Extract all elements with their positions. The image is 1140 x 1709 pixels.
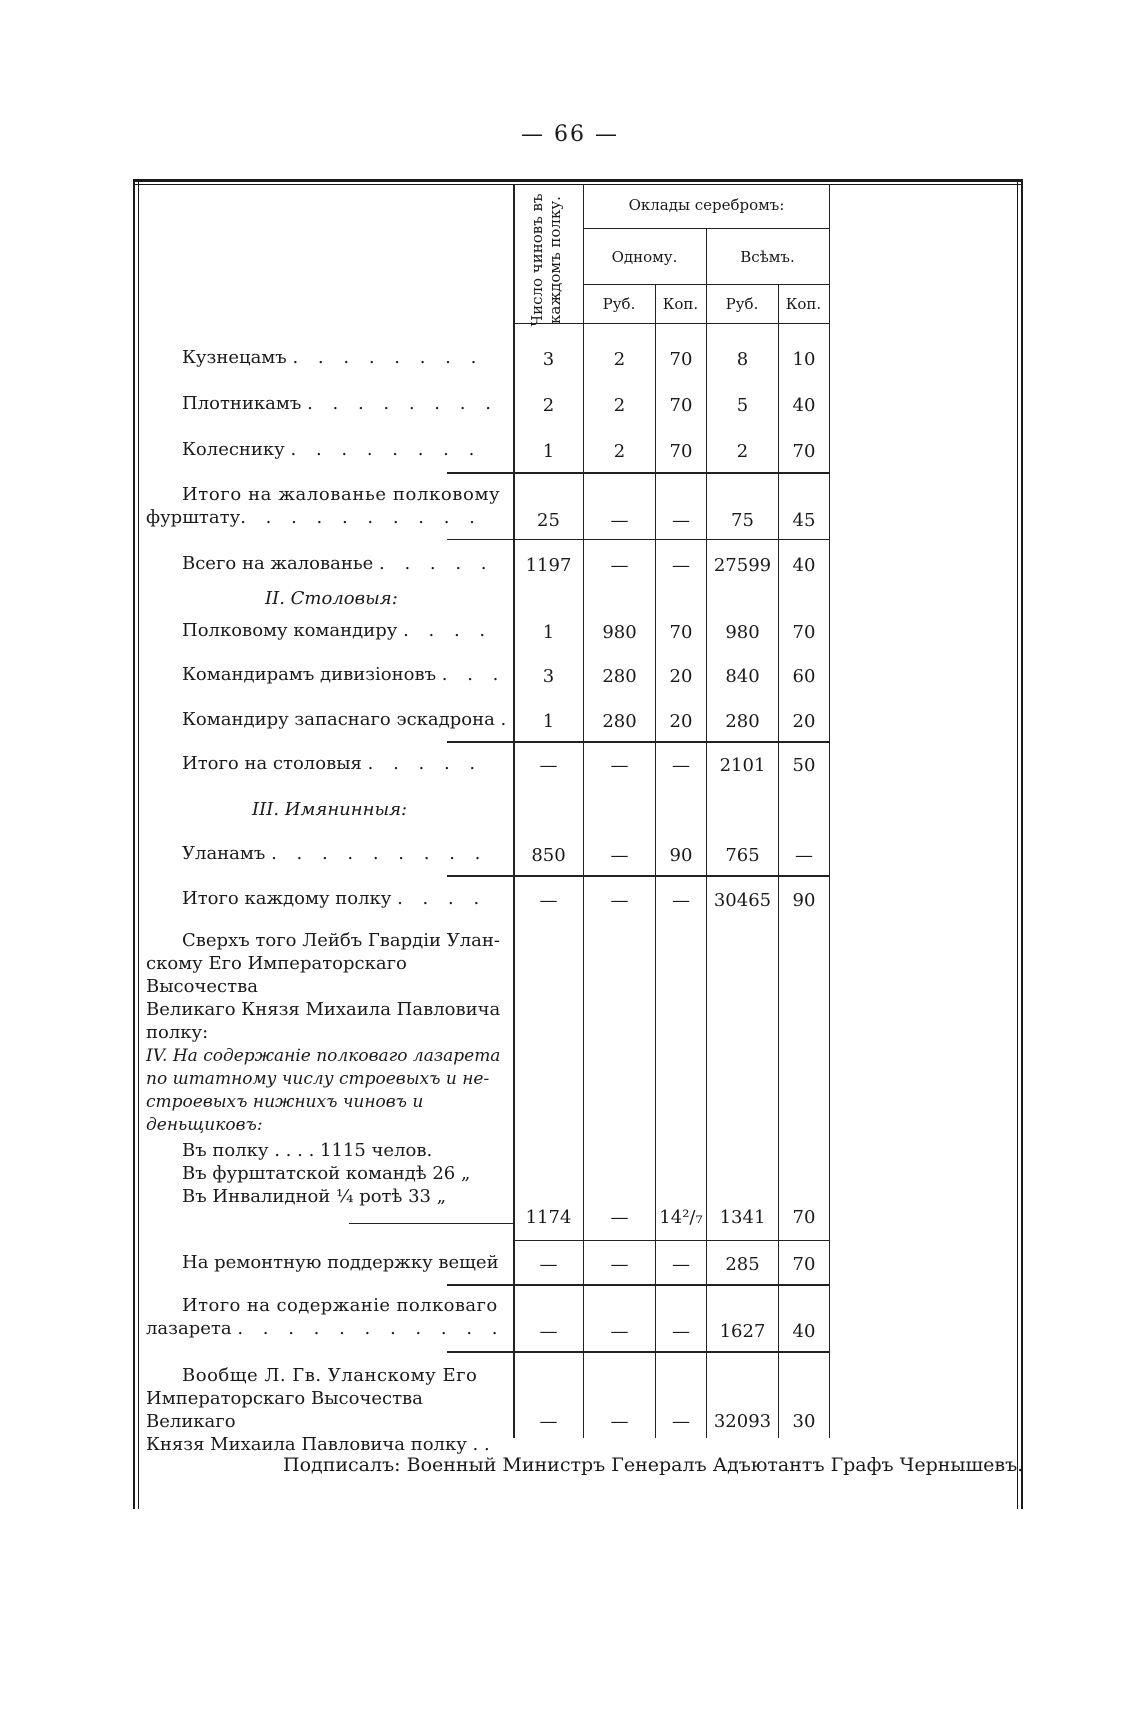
infirmary-lines: Въ полку . . . . 1115 челов. Въ фурштатской командѣ 26 „ Въ Инвалидной ¼ ротѣ 33 „ [182,1140,471,1207]
cell-kop-one: — [672,1321,690,1342]
cell-count: — [539,890,558,911]
row-label-carpenters: Плотникамъ . . . . . . . . [182,393,498,414]
frame-top-rule-inner [133,184,1023,185]
col-rule-count-left [513,184,515,1438]
cell-kop-all: 70 [792,441,816,462]
infirmary-heading: IV. На содержаніе полковаго лазарета по штатному числу строевыхъ и не- строевыхъ нижнихъ чиновъ и деньщиковъ: [146,1046,501,1135]
cell-kop-all: 40 [792,395,816,416]
cell-kop-all: — [795,845,813,866]
cell-rub-one: — [610,1254,629,1275]
rule-after-infirmary-total [447,1351,830,1353]
cell-kop-all: 60 [792,666,816,687]
cell-kop-all: 20 [792,711,816,732]
cell-rub-all: 5 [736,395,749,416]
frame-right-rule [1021,179,1023,1509]
cell-rub-one: — [610,890,629,911]
row-label-wheelwright: Колеснику . . . . . . . . [182,439,482,460]
cell-rub-all: 980 [725,622,760,643]
rule-after-reserve [447,741,830,743]
cell-rub-one: 2 [613,441,626,462]
cell-count: — [539,755,558,776]
cell-kop-one: — [672,555,690,576]
cell-rub-all: 32093 [713,1411,772,1432]
cell-rub-one: — [610,845,629,866]
cell-count: 1 [542,441,555,462]
cell-rub-all: 2 [736,441,749,462]
rub-header-one: Руб. [602,295,636,313]
cell-rub-one: 280 [602,666,637,687]
frame-right-rule-inner [1017,179,1018,1509]
cell-kop-all: 40 [792,1321,816,1342]
cell-rub-one: — [610,1207,629,1228]
row-label-infirmary-total: Итого на содержаніе полковаго лазарета . . . . . . . . . . . [146,1295,505,1339]
cell-rub-all: 285 [725,1254,760,1275]
row-label-division-commanders: Командирамъ дивизіоновъ . . . [182,664,506,685]
rule-infirmary-lines [349,1223,513,1224]
cell-count: 850 [531,845,566,866]
cell-kop-all: 70 [792,1207,816,1228]
frame-left-rule [133,179,135,1509]
all-header: Всѣмъ. [740,248,795,266]
salary-header: Оклады серебромъ: [628,196,785,214]
cell-rub-one: — [610,1321,629,1342]
cell-rub-one: 280 [602,711,637,732]
cell-rub-one: — [610,555,629,576]
cell-rub-one: 980 [602,622,637,643]
cell-rub-all: 30465 [713,890,772,911]
frame-top-rule [133,179,1023,182]
cell-kop-all: 90 [792,890,816,911]
row-label-reserve-commander: Командиру запаснаго эскадрона . [182,709,514,730]
rule-after-lancers [447,875,830,877]
section-dining: II. Столовыя: [265,588,398,609]
cell-rub-all: 2101 [719,755,766,776]
cell-rub-all: 8 [736,349,749,370]
cell-rub-one: — [610,755,629,776]
cell-rub-all: 765 [725,845,760,866]
row-label-total-salary: Всего на жалованье . . . . . [182,553,494,574]
cell-kop-all: 30 [792,1411,816,1432]
kop-header-all: Коп. [785,295,822,313]
cell-count: 1 [542,711,555,732]
cell-rub-all: 1627 [719,1321,766,1342]
cell-count: 1197 [525,555,572,576]
cell-rub-all: 280 [725,711,760,732]
row-label-repair: На ремонтную поддержку вещей [182,1252,499,1273]
row-label-regiment-commander: Полковому командиру . . . . [182,620,493,641]
cell-rub-all: 27599 [713,555,772,576]
cell-kop-one: — [672,510,690,531]
row-label-lancers: Уланамъ . . . . . . . . . [182,843,488,864]
header-rule-salary [583,228,830,229]
cell-kop-one: 70 [669,622,693,643]
cell-kop-one: — [672,1411,690,1432]
cell-count: 3 [542,666,555,687]
cell-rub-all: 75 [731,510,754,531]
extra-paragraph: Сверхъ того Лейбъ Гвардіи Улан- скому Его Императорскаго Высочества Великаго Князя Михаила Павловича полку: [146,930,501,1043]
row-label-regiment-total: Итого каждому полку . . . . [182,888,487,909]
rule-after-repair [447,1284,830,1286]
cell-rub-all: 1341 [719,1207,766,1228]
cell-kop-one: — [672,1254,690,1275]
cell-count: 2 [542,395,555,416]
cell-kop-all: 50 [792,755,816,776]
cell-kop-all: 40 [792,555,816,576]
section-nameday: III. Имянинныя: [252,799,408,820]
rule-after-convoy-total [447,539,830,540]
cell-kop-one: — [672,890,690,911]
cell-count: 3 [542,349,555,370]
cell-kop-all: 70 [792,622,816,643]
one-header: Одному. [611,248,678,266]
cell-kop-one: 14²/₇ [659,1207,703,1228]
cell-kop-all: 70 [792,1254,816,1275]
cell-kop-one: 70 [669,441,693,462]
signature: Подписалъ: Военный Министръ Генералъ Адъютантъ Графъ Чернышевъ. [283,1454,1024,1476]
cell-kop-all: 45 [792,510,816,531]
cell-kop-one: 90 [669,845,693,866]
rule-after-infirmary-count [513,1240,830,1241]
cell-kop-one: — [672,755,690,776]
cell-rub-one: — [610,510,629,531]
cell-count: 1174 [525,1207,572,1228]
col-rule-count-right [583,184,584,1438]
row-label-dining-total: Итого на столовыя . . . . . [182,753,483,774]
kop-header-one: Коп. [662,295,699,313]
cell-count: — [539,1254,558,1275]
cell-kop-one: 20 [669,711,693,732]
rub-header-all: Руб. [725,295,759,313]
cell-rub-one: — [610,1411,629,1432]
count-column-header: Число чиновъ въ каждомъ полку. [528,193,564,327]
page-number: — 66 — [521,122,619,147]
header-rule-one-all [583,284,830,285]
cell-rub-one: 2 [613,349,626,370]
row-label-blacksmiths: Кузнецамъ . . . . . . . . [182,347,484,368]
rule-after-wheelwright [447,472,830,474]
cell-kop-one: 70 [669,349,693,370]
cell-count: 25 [537,510,560,531]
cell-kop-one: 70 [669,395,693,416]
cell-count: — [539,1411,558,1432]
cell-kop-all: 10 [792,349,816,370]
cell-kop-one: 20 [669,666,693,687]
col-rule-table-right [829,184,830,1438]
frame-left-rule-inner [138,179,139,1509]
row-label-convoy-total: Итого на жалованье полковому фурштату. . . . . . . . . . [146,484,501,528]
cell-count: 1 [542,622,555,643]
cell-rub-one: 2 [613,395,626,416]
row-label-grand-total: Вообще Л. Гв. Уланскому Его Императорскаго Высочества Великаго Князя Михаила Павловича полку . . [146,1365,490,1455]
cell-rub-all: 840 [725,666,760,687]
cell-count: — [539,1321,558,1342]
